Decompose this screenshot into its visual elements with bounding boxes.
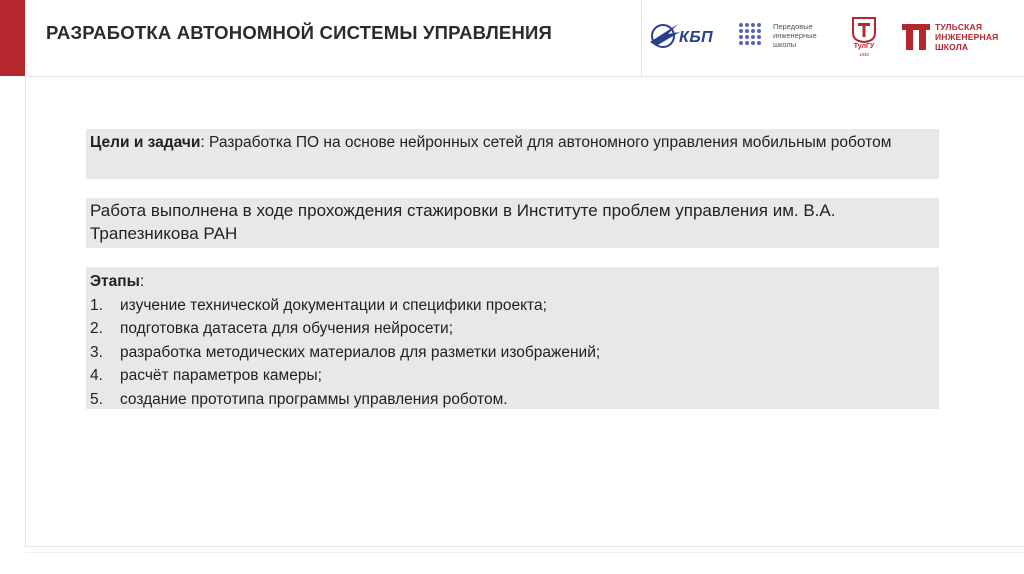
kbp-logo: [648, 14, 720, 60]
header-divider: [25, 76, 1024, 77]
slide-title: РАЗРАБОТКА АВТОНОМНОЙ СИСТЕМЫ УПРАВЛЕНИЯ: [46, 22, 553, 43]
list-item-number: 2.: [90, 320, 103, 337]
tis-emblem-icon: [902, 24, 930, 50]
stages-heading: [90, 270, 935, 294]
list-item: [90, 317, 935, 341]
list-item-number: 5.: [90, 390, 103, 408]
tulgu-shield-icon: [852, 17, 876, 43]
goals-label: Цели и задачи: [90, 134, 201, 151]
list-item: [90, 364, 935, 388]
goals-box: [86, 129, 939, 179]
list-item-number: 1.: [90, 296, 103, 314]
internship-box: [86, 198, 939, 248]
tula-engineering-school-logo: [902, 14, 1008, 60]
stages-separator: :: [139, 273, 145, 290]
list-item-text: подготовка датасета для обучения нейросети;: [120, 320, 454, 337]
advanced-engineering-schools-logo: [738, 14, 834, 60]
list-item-text: создание прототипа программы управления роботом.: [120, 390, 508, 408]
tulgu-logo: [848, 14, 880, 60]
list-item: [90, 341, 935, 365]
footer-divider-secondary: [25, 552, 1024, 553]
dot-grid-icon: [738, 22, 764, 48]
header-logo-separator: [641, 0, 642, 76]
goals-text: Разработка ПО на основе нейронных сетей для автономного управления мобильным роботом: [204, 134, 892, 151]
goals-separator: :: [200, 134, 205, 151]
internship-text: Работа выполнена в ходе прохождения стажировки в Институте проблем управления им. В.А. Трапезникова РАН: [90, 201, 836, 243]
tulgu-logo-text: ТулГУ: [853, 43, 875, 50]
tulgu-logo-year: 1930: [858, 52, 869, 57]
kbp-logo-text: КБП: [679, 29, 714, 46]
stages-label: Этапы: [90, 273, 140, 290]
list-item-text: расчёт параметров камеры;: [120, 367, 322, 384]
list-item-number: 3.: [90, 343, 103, 361]
stages-list: [90, 294, 935, 412]
tis-logo-text: ТУЛЬСКАЯ ИНЖЕНЕРНАЯ ШКОЛА: [935, 22, 999, 52]
stages-box: [86, 267, 939, 409]
list-item: [90, 294, 935, 318]
list-item: [90, 388, 935, 412]
list-item-text: изучение технической документации и специфики проекта;: [120, 296, 547, 314]
list-item-text: разработка методических материалов для разметки изображений;: [120, 343, 601, 361]
footer-divider: [25, 546, 1024, 547]
left-divider: [25, 76, 26, 546]
pis-logo-text: Передовые инженерные школы: [773, 22, 817, 49]
kbp-emblem-icon: [648, 20, 682, 50]
left-accent-bar: [0, 0, 25, 76]
list-item-number: 4.: [90, 367, 103, 384]
